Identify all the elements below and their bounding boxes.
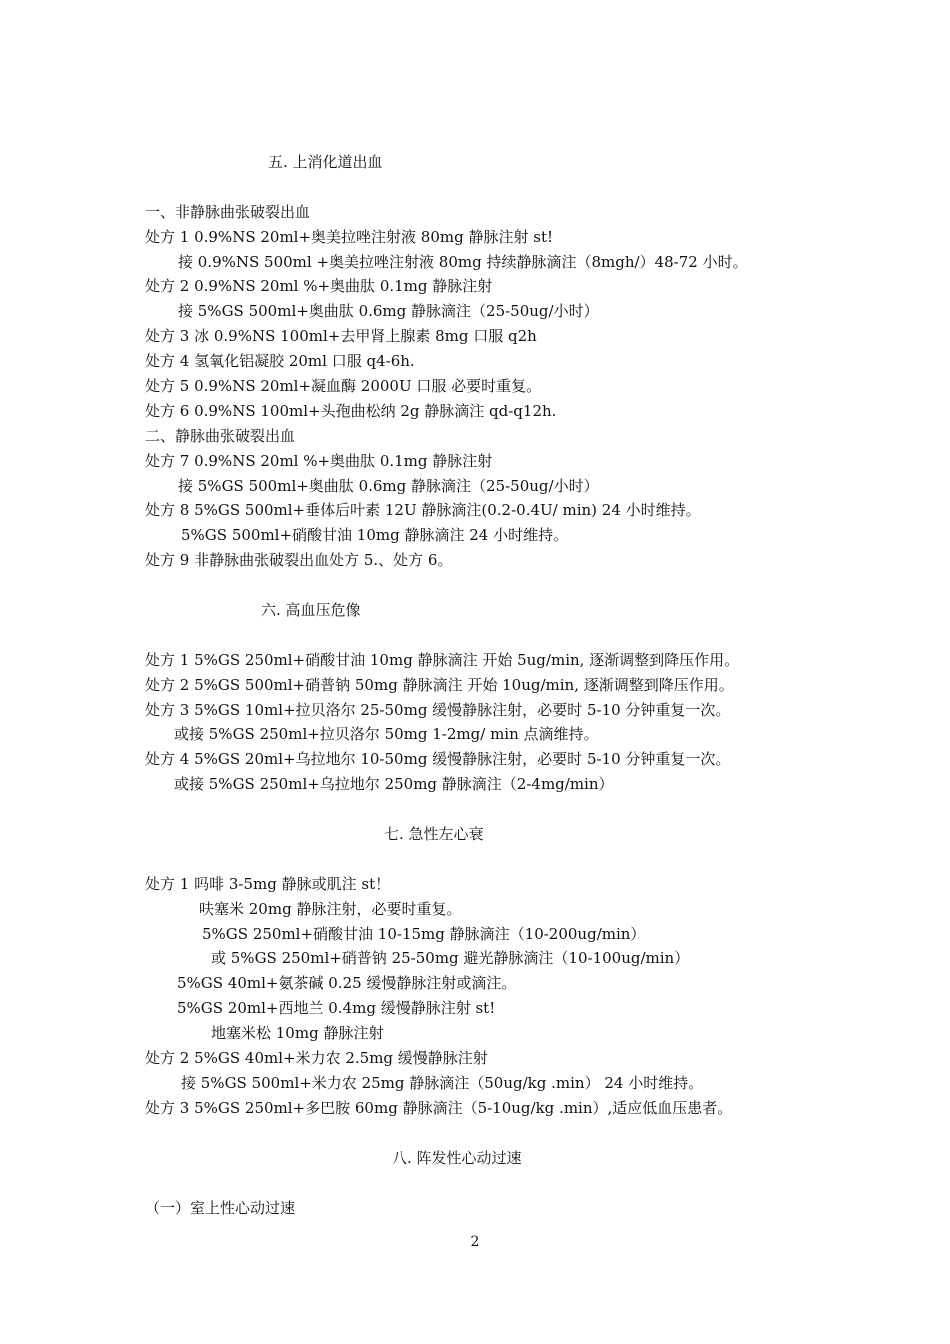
text-line: 处方 2 5%GS 40ml+米力农 2.5mg 缓慢静脉注射 — [145, 1049, 488, 1067]
text-line: 呋塞米 20mg 静脉注射，必要时重复。 — [199, 900, 462, 918]
text-line: 接 5%GS 500ml+米力农 25mg 静脉滴注（50ug/kg .min） 24 小时维持。 — [181, 1074, 704, 1092]
text-line: 5%GS 500ml+硝酸甘油 10mg 静脉滴注 24 小时维持。 — [181, 526, 569, 544]
section-heading: 六. 高血压危像 — [261, 601, 361, 619]
text-line: 5%GS 250ml+硝酸甘油 10-15mg 静脉滴注（10-200ug/min） — [202, 925, 646, 943]
text-line: 处方 2 5%GS 500ml+硝普钠 50mg 静脉滴注 开始 10ug/min, 逐渐调整到降压作用。 — [145, 676, 734, 694]
text-line: 或接 5%GS 250ml+拉贝洛尔 50mg 1-2mg/ min 点滴维持。 — [174, 725, 599, 743]
text-line: 接 0.9%NS 500ml +奥美拉唑注射液 80mg 持续静脉滴注（8mgh/）48-72 小时。 — [178, 253, 748, 271]
text-line: 处方 4 5%GS 20ml+乌拉地尔 10-50mg 缓慢静脉注射，必要时 5-10 分钟重复一次。 — [145, 750, 731, 768]
text-line: 或 5%GS 250ml+硝普钠 25-50mg 避光静脉滴注（10-100ug/min） — [211, 949, 690, 967]
text-line: 接 5%GS 500ml+奥曲肽 0.6mg 静脉滴注（25-50ug/小时） — [178, 302, 599, 320]
subsection-heading: 一、非静脉曲张破裂出血 — [145, 203, 311, 221]
subsection-heading: 二、静脉曲张破裂出血 — [145, 427, 296, 445]
text-line: 处方 3 5%GS 250ml+多巴胺 60mg 静脉滴注（5-10ug/kg .min）,适应低血压患者。 — [145, 1099, 733, 1117]
text-line: 接 5%GS 500ml+奥曲肽 0.6mg 静脉滴注（25-50ug/小时） — [178, 477, 599, 495]
text-line: 处方 2 0.9%NS 20ml %+奥曲肽 0.1mg 静脉注射 — [145, 277, 493, 295]
text-line: 处方 1 吗啡 3-5mg 静脉或肌注 st！ — [145, 875, 391, 893]
text-line: 处方 5 0.9%NS 20ml+凝血酶 2000U 口服 必要时重复。 — [145, 377, 542, 395]
text-line: 处方 9 非静脉曲张破裂出血处方 5.、处方 6。 — [145, 551, 453, 569]
text-line: 处方 1 0.9%NS 20ml+奥美拉唑注射液 80mg 静脉注射 st! — [145, 228, 554, 246]
text-line: 处方 3 冰 0.9%NS 100ml+去甲肾上腺素 8mg 口服 q2h — [145, 327, 537, 345]
section-heading: 七. 急性左心衰 — [384, 825, 484, 843]
text-line: 5%GS 20ml+西地兰 0.4mg 缓慢静脉注射 st! — [177, 999, 496, 1017]
text-line: 或接 5%GS 250ml+乌拉地尔 250mg 静脉滴注（2-4mg/min） — [174, 775, 614, 793]
text-line: 处方 3 5%GS 10ml+拉贝洛尔 25-50mg 缓慢静脉注射，必要时 5-10 分钟重复一次。 — [145, 701, 731, 719]
section-heading: 五. 上消化道出血 — [268, 153, 383, 171]
text-line: 处方 6 0.9%NS 100ml+头孢曲松纳 2g 静脉滴注 qd-q12h. — [145, 402, 557, 420]
subsection-heading: （一）室上性心动过速 — [145, 1199, 296, 1217]
text-line: 处方 4 氢氧化铝凝胶 20ml 口服 q4-6h. — [145, 352, 415, 370]
page-number: 2 — [470, 1234, 480, 1250]
text-line: 处方 8 5%GS 500ml+垂体后叶素 12U 静脉滴注(0.2-0.4U/ min) 24 小时维持。 — [145, 501, 701, 519]
text-line: 处方 1 5%GS 250ml+硝酸甘油 10mg 静脉滴注 开始 5ug/min, 逐渐调整到降压作用。 — [145, 651, 740, 669]
text-line: 处方 7 0.9%NS 20ml %+奥曲肽 0.1mg 静脉注射 — [145, 452, 493, 470]
section-heading: 八. 阵发性心动过速 — [392, 1149, 522, 1167]
text-line: 5%GS 40ml+氨茶碱 0.25 缓慢静脉注射或滴注。 — [177, 974, 517, 992]
text-line: 地塞米松 10mg 静脉注射 — [211, 1024, 384, 1042]
